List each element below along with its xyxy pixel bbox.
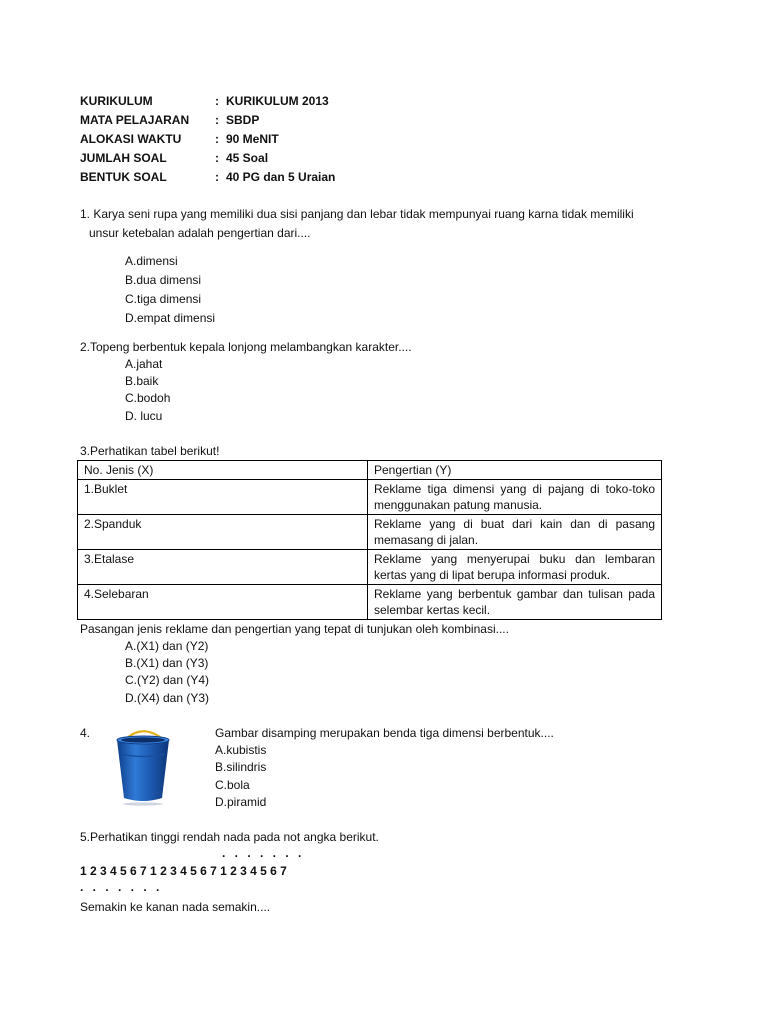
table-cell-pengertian: Reklame yang menyerupai buku dan lembaran kertas yang di lipat berupa informasi produk. (368, 550, 662, 585)
q3-text: 3.Perhatikan tabel berikut! (80, 444, 220, 458)
table-cell-jenis: 4.Selebaran (78, 585, 368, 620)
q3-option-d: D.(X4) dan (Y3) (125, 691, 210, 705)
header-value: KURIKULUM 2013 (226, 94, 329, 108)
q1-option-c: C.tiga dimensi (125, 292, 202, 306)
q3-option-c: C.(Y2) dan (Y4) (125, 673, 210, 687)
table-row (78, 585, 662, 620)
q5-question: Semakin ke kanan nada semakin.... (80, 900, 271, 914)
q1-option-d: D.empat dimensi (125, 311, 216, 325)
q5-top-dots: . . . . . . . (222, 846, 305, 860)
header-colon: : (215, 132, 219, 146)
q2-option-d: D. lucu (125, 409, 163, 423)
header-label: MATA PELAJARAN (80, 113, 190, 127)
table-row (78, 480, 662, 515)
header-value: 45 Soal (226, 151, 269, 165)
table-cell-jenis: 1.Buklet (78, 480, 368, 515)
header-label: ALOKASI WAKTU (80, 132, 182, 146)
table-cell-pengertian: Reklame yang berbentuk gambar dan tulisan pada selembar kertas kecil. (368, 585, 662, 620)
q2-option-b: B.baik (125, 374, 159, 388)
table-cell-jenis: 2.Spanduk (78, 515, 368, 550)
q3-option-b: B.(X1) dan (Y3) (125, 656, 209, 670)
q5-text: 5.Perhatikan tinggi rendah nada pada not angka berikut. (80, 830, 379, 844)
table-header-row (78, 461, 662, 480)
q3-table (77, 460, 662, 620)
q5-bottom-dots: . . . . . . . (80, 880, 163, 894)
table-header-cell: Pengertian (Y) (368, 461, 662, 480)
q2-text: 2.Topeng berbentuk kepala lonjong melambangkan karakter.... (80, 340, 412, 354)
header-value: SBDP (226, 113, 260, 127)
q5-notes: 1 2 3 4 5 6 7 1 2 3 4 5 6 7 1 2 3 4 5 6 7 (80, 864, 287, 878)
q3-question: Pasangan jenis reklame dan pengertian yang tepat di tunjukan oleh kombinasi.... (80, 622, 509, 636)
table-cell-pengertian: Reklame yang di buat dari kain dan di pasang memasang di jalan. (368, 515, 662, 550)
table-cell-pengertian: Reklame tiga dimensi yang di pajang di toko-toko menggunakan patung manusia. (368, 480, 662, 515)
bucket-image (112, 724, 174, 806)
q4-option-c: C.bola (215, 778, 250, 792)
header-colon: : (215, 151, 219, 165)
q3-option-a: A.(X1) dan (Y2) (125, 639, 209, 653)
q1-text-line2: unsur ketebalan adalah pengertian dari.... (89, 226, 311, 240)
q4-option-d: D.piramid (215, 795, 267, 809)
q2-option-c: C.bodoh (125, 391, 171, 405)
table-cell-jenis: 3.Etalase (78, 550, 368, 585)
q4-option-b: B.silindris (215, 760, 267, 774)
q4-text: Gambar disamping merupakan benda tiga dimensi berbentuk.... (215, 726, 554, 740)
table-row (78, 515, 662, 550)
q1-option-b: B.dua dimensi (125, 273, 202, 287)
header-colon: : (215, 113, 219, 127)
q2-option-a: A.jahat (125, 357, 163, 371)
header-label: BENTUK SOAL (80, 170, 167, 184)
header-colon: : (215, 170, 219, 184)
q4-option-a: A.kubistis (215, 743, 267, 757)
header-label: JUMLAH SOAL (80, 151, 167, 165)
header-colon: : (215, 94, 219, 108)
table-header-cell: No. Jenis (X) (78, 461, 368, 480)
q1-option-a: A.dimensi (125, 254, 178, 268)
table-row (78, 550, 662, 585)
header-label: KURIKULUM (80, 94, 153, 108)
header-value: 90 MeNIT (226, 132, 279, 146)
q1-text-line1: 1. Karya seni rupa yang memiliki dua sisi panjang dan lebar tidak mempunyai ruang karna tidak memiliki (80, 207, 634, 221)
header-value: 40 PG dan 5 Uraian (226, 170, 336, 184)
q4-number: 4. (80, 726, 91, 740)
